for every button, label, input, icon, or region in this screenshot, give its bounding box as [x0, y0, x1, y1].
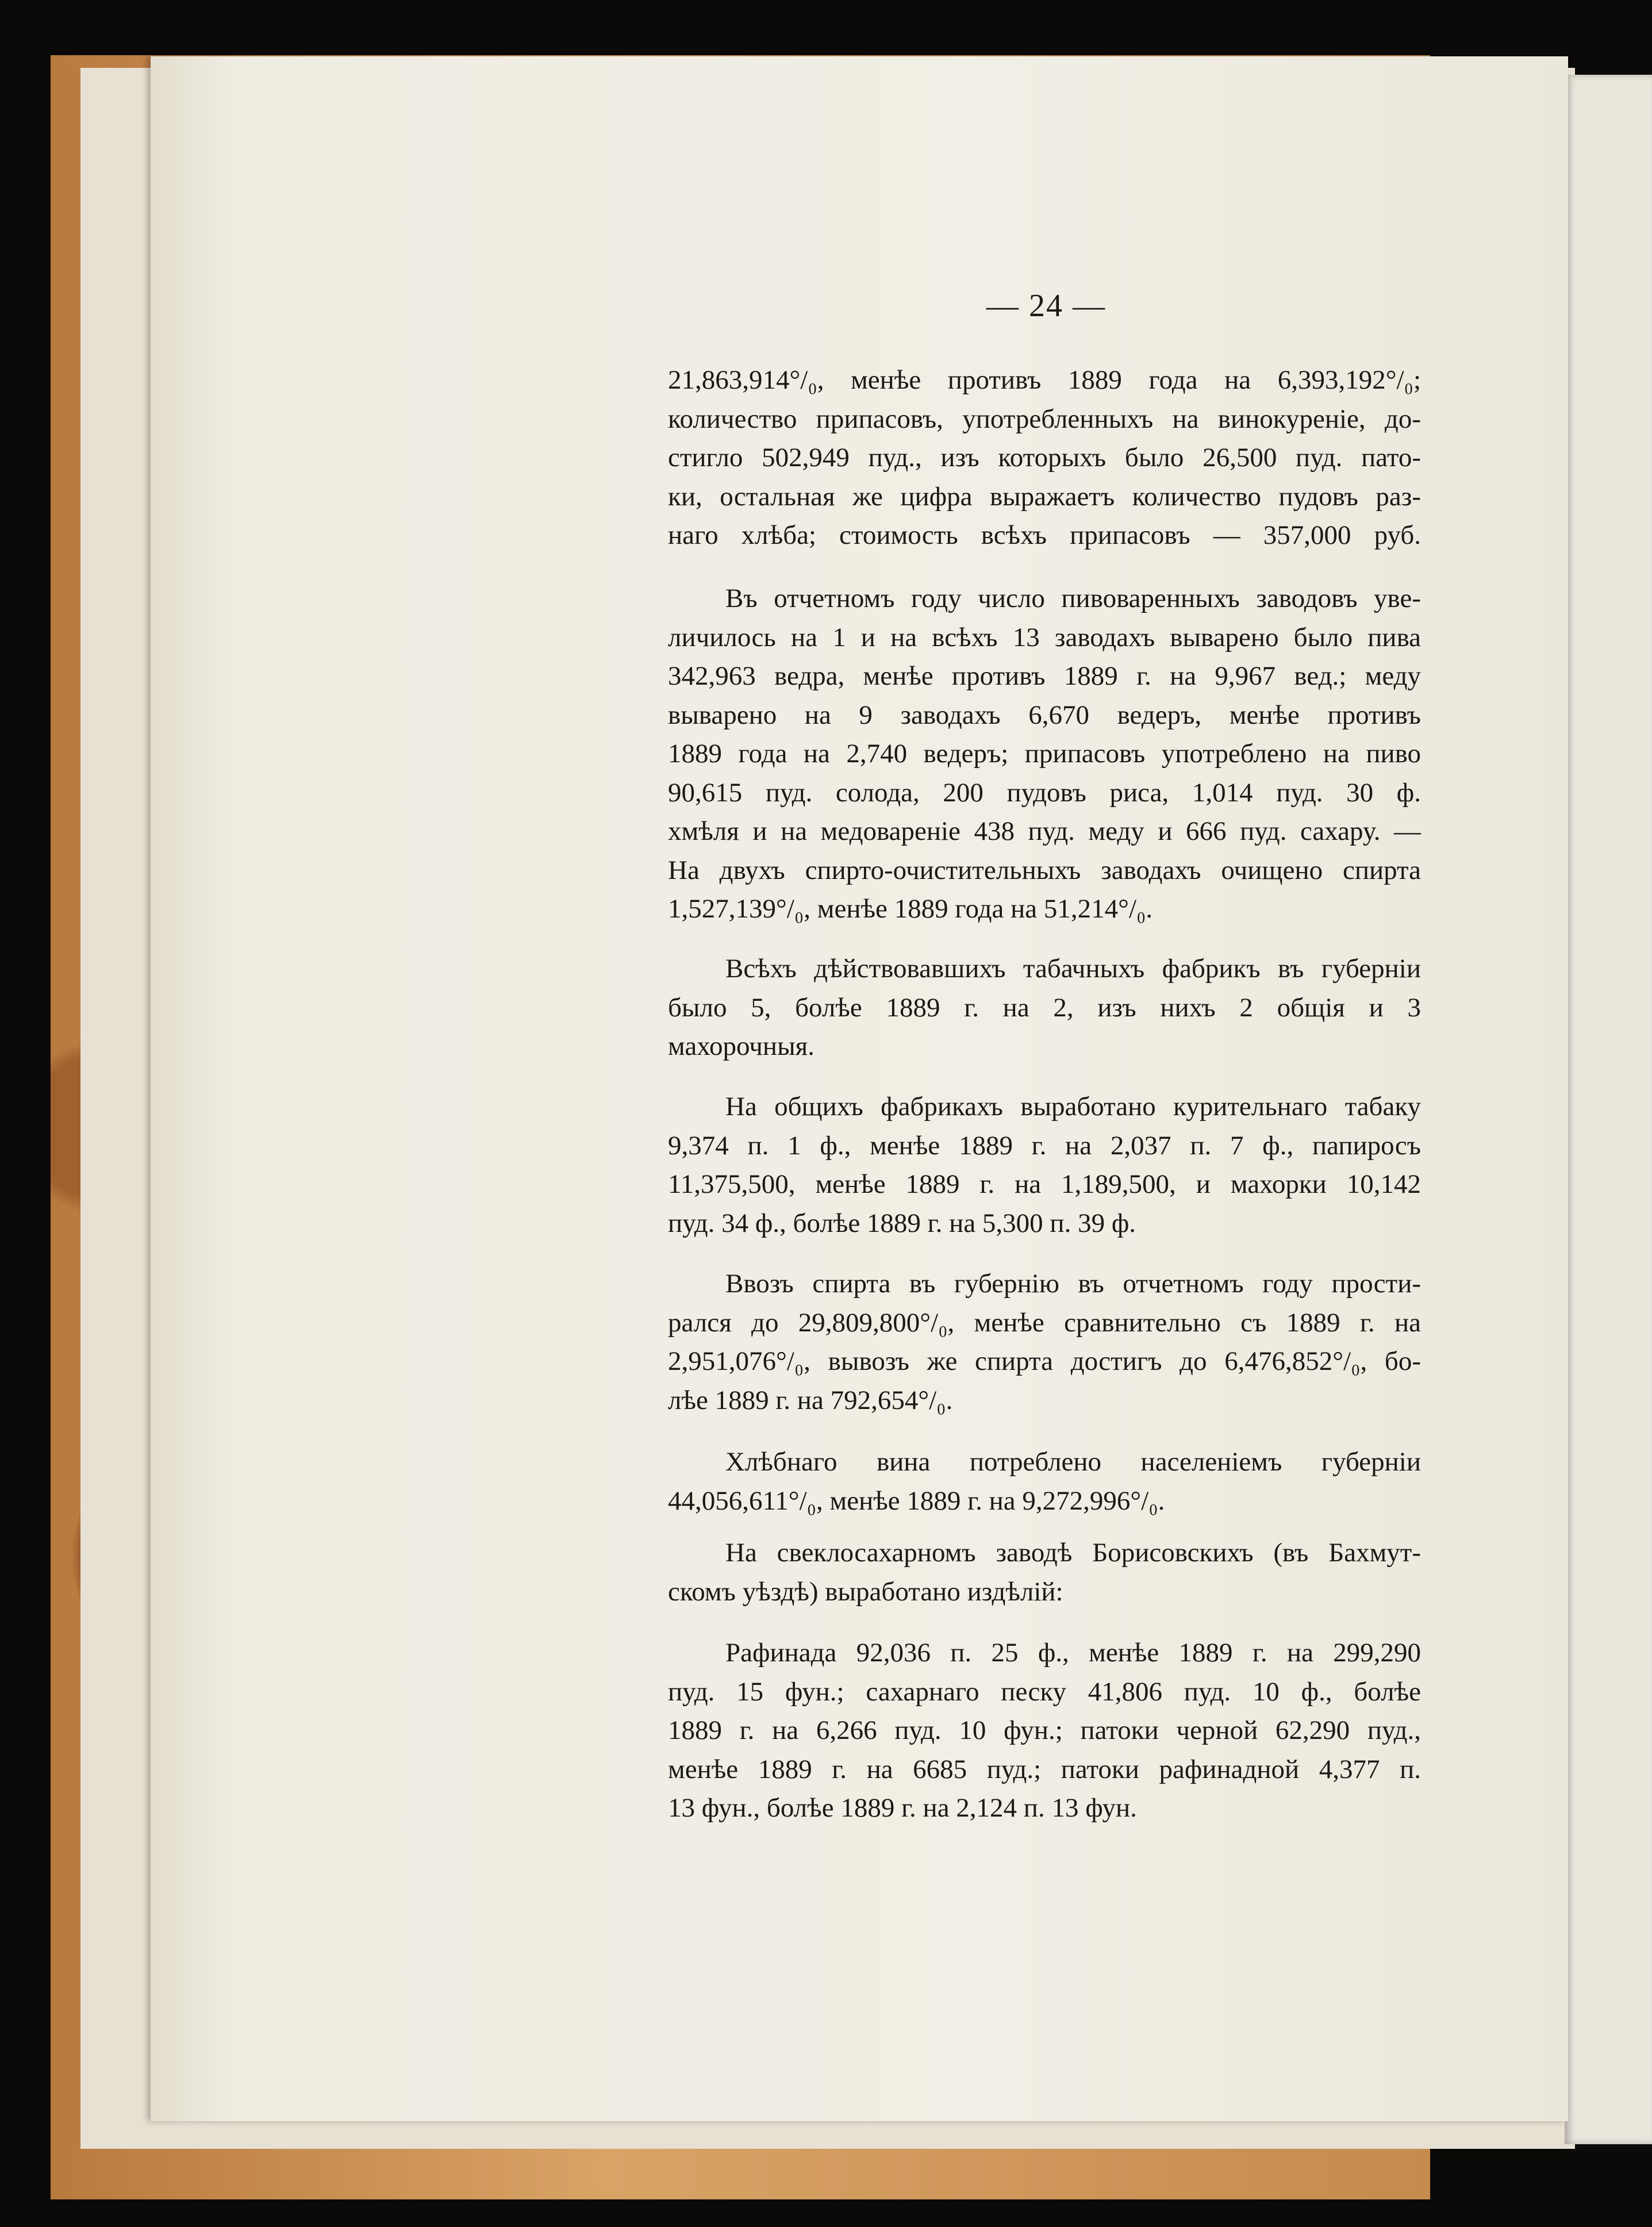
text-line: 1889 г. на 6,266 пуд. 10 фун.; патоки черной 62,290 пуд.,: [668, 1715, 1421, 1745]
text-line: 2,951,076°/₀, вывозъ же спирта достигъ до 6,476,852°/₀, бо-: [668, 1346, 1421, 1376]
text-line: наго хлѣба; стоимость всѣхъ припасовъ — 357,000 руб.: [668, 520, 1421, 550]
text-line: На общихъ фабрикахъ выработано курительнаго табаку: [725, 1092, 1421, 1122]
facing-page-edge: [1565, 75, 1652, 2144]
paragraph-8: [668, 1634, 1421, 1828]
text-line: количество припасовъ, употребленныхъ на винокуреніе, до-: [668, 404, 1421, 434]
text-line: На свеклосахарномъ заводѣ Борисовскихъ (въ Бахмут-: [725, 1538, 1421, 1568]
text-line: 44,056,611°/₀, менѣе 1889 г. на 9,272,996°/₀.: [668, 1485, 1165, 1516]
text-line: пуд. 34 ф., болѣе 1889 г. на 5,300 п. 39 ф.: [668, 1208, 1136, 1238]
text-line: ки, остальная же цифра выражаетъ количество пудовъ раз-: [668, 481, 1421, 512]
text-line: менѣе 1889 г. на 6685 пуд.; патоки рафинадной 4,377 п.: [668, 1754, 1421, 1784]
text-line: махорочныя.: [668, 1031, 815, 1061]
text-line: 1889 года на 2,740 ведеръ; припасовъ употреблено на пиво: [668, 739, 1421, 769]
text-line: пуд. 15 фун.; сахарнаго песку 41,806 пуд. 10 ф., болѣе: [668, 1676, 1421, 1707]
text-line: 11,375,500, менѣе 1889 г. на 1,189,500, и махорки 10,142: [668, 1169, 1421, 1199]
text-line: лѣе 1889 г. на 792,654°/₀.: [668, 1385, 953, 1415]
paragraph-4: [668, 1088, 1421, 1243]
text-line: Всѣхъ дѣйствовавшихъ табачныхъ фабрикъ въ губерніи: [725, 954, 1421, 984]
text-line: На двухъ спирто-очистительныхъ заводахъ очищено спирта: [668, 855, 1421, 885]
paragraph-2: [668, 579, 1421, 929]
text-line: личилось на 1 и на всѣхъ 13 заводахъ выварено было пива: [668, 622, 1421, 652]
text-line: Ввозъ спирта въ губернію въ отчетномъ году прости-: [725, 1269, 1421, 1299]
text-line: было 5, болѣе 1889 г. на 2, изъ нихъ 2 общія и 3: [668, 992, 1421, 1023]
text-line: 13 фун., болѣе 1889 г. на 2,124 п. 13 фун.: [668, 1793, 1137, 1823]
text-line: рался до 29,809,800°/₀, менѣе сравнительно съ 1889 г. на: [668, 1307, 1421, 1338]
page-number: — 24 —: [986, 288, 1106, 324]
text-line: Хлѣбнаго вина потреблено населеніемъ губерніи: [725, 1447, 1421, 1477]
text-line: 90,615 пуд. солода, 200 пудовъ риса, 1,014 пуд. 30 ф.: [668, 777, 1421, 808]
text-line: Рафинада 92,036 п. 25 ф., менѣе 1889 г. на 299,290: [725, 1638, 1421, 1668]
text-line: 1,527,139°/₀, менѣе 1889 года на 51,214°/₀.: [668, 894, 1153, 924]
paragraph-6: [668, 1443, 1421, 1520]
text-line: скомъ уѣздѣ) выработано издѣлій:: [668, 1576, 1063, 1607]
text-line: Въ отчетномъ году число пивоваренныхъ заводовъ уве-: [725, 583, 1421, 613]
text-line: 9,374 п. 1 ф., менѣе 1889 г. на 2,037 п. 7 ф., папиросъ: [668, 1130, 1421, 1161]
paragraph-7: [668, 1534, 1421, 1611]
paragraph-5: [668, 1265, 1421, 1420]
text-line: выварено на 9 заводахъ 6,670 ведеръ, менѣе противъ: [668, 700, 1421, 730]
paragraph-1: [668, 361, 1421, 555]
text-line: стигло 502,949 пуд., изъ которыхъ было 26,500 пуд. пато-: [668, 443, 1421, 473]
paragraph-3: [668, 950, 1421, 1066]
text-line: 342,963 ведра, менѣе противъ 1889 г. на 9,967 вед.; меду: [668, 661, 1421, 691]
text-line: 21,863,914°/₀, менѣе противъ 1889 года на 6,393,192°/₀;: [668, 365, 1421, 395]
text-line: хмѣля и на медовареніе 438 пуд. меду и 666 пуд. сахару. —: [668, 816, 1421, 846]
